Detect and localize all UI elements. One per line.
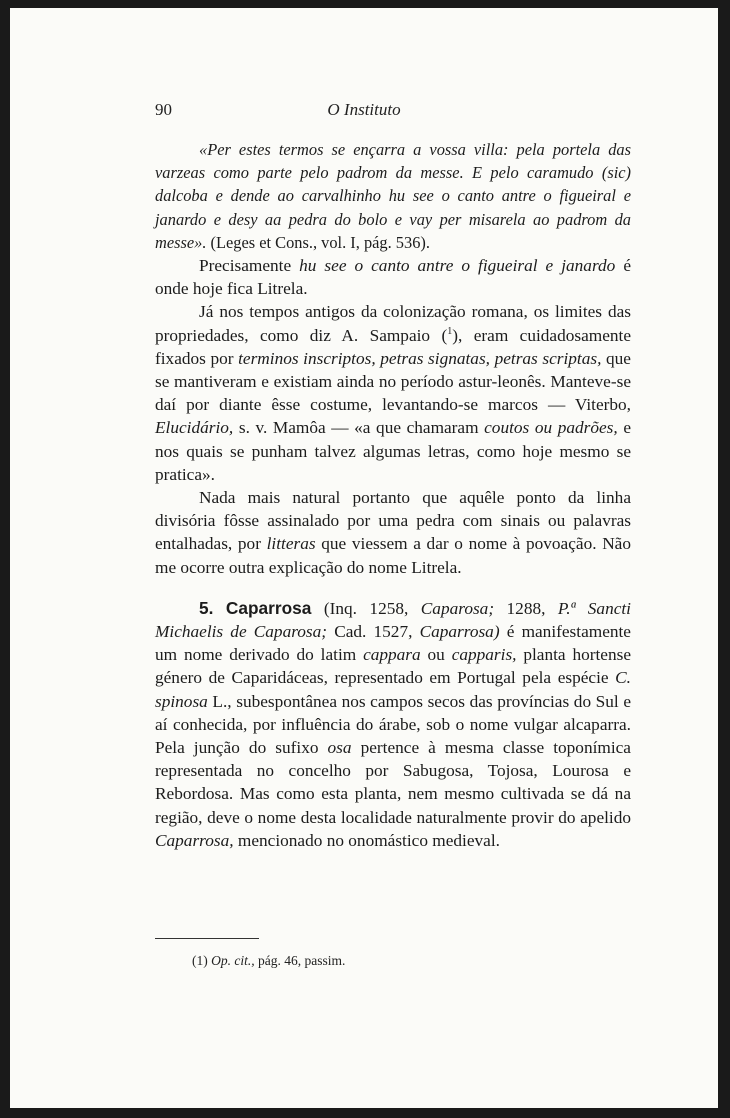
s5-italic-10: capparis, (451, 645, 517, 665)
section-gap (155, 579, 631, 597)
para2-text-h: e nos quais se punham talvez algumas letras, como hoje mesmo se pratica». (155, 418, 631, 484)
s5-italic-8: cappara (363, 645, 421, 665)
footnote-citation: Op. cit., (211, 953, 255, 968)
footnote-mark: (1) (192, 953, 208, 968)
footnote (192, 953, 612, 969)
body-text (155, 138, 631, 852)
para3-italic: litteras (266, 534, 316, 554)
section-title: Caparrosa (225, 597, 312, 618)
quote-reference: (Leges et Cons., vol. I, pág. 536). (206, 232, 430, 252)
s5-text-5: Cad. 1527, (327, 622, 420, 642)
paragraph-3 (155, 486, 631, 579)
quote-text: «Per estes termos se ençarra a vossa villa: pela portela das varzeas como parte pelo padrom da messe. E pelo caramudo (sic) dalcoba e dende ao carvalhinho hu see o canto antre o figueiral e janardo e desy aa pedra do bolo e vay per misarela ao padrom da messe». (155, 140, 631, 252)
document-page (10, 8, 718, 1108)
s5-italic-12: C. spinosa (155, 668, 631, 711)
s5-italic-4: P.ª Sancti Michaelis de Caparosa; (155, 598, 631, 642)
para2-italic-c: terminos inscriptos, petras signatas, petras scriptas, (238, 348, 602, 368)
s5-italic-14: osa (327, 738, 352, 758)
s5-italic-6: Caparrosa) (419, 622, 500, 642)
para3-text: Nada mais natural portanto que aquêle ponto da linha divisória fôsse assinalado por uma pedra com sinais ou palavras entalhadas, por (155, 488, 631, 554)
section-5-paragraph (155, 597, 631, 852)
footnote-ref: 1 (447, 325, 453, 337)
para2-text: Já nos tempos antigos da colonização romana, os limites das propriedades, como diz A. Sampaio ( (155, 302, 631, 345)
s5-text-17: mencionado no onomástico medieval. (233, 830, 500, 850)
s5-italic-2: Caparosa; (420, 598, 495, 618)
paragraph-2 (155, 300, 631, 486)
s5-text-1: (Inq. 1258, (311, 598, 421, 618)
quote-paragraph (155, 138, 631, 254)
running-head (10, 100, 718, 124)
para3-text-end: que viessem a dar o nome à povoação. Não me ocorre outra explicação do nome Litrela. (155, 534, 631, 577)
footnote-divider (155, 938, 259, 939)
para2-text-d: que se mantiveram e existiam ainda no período astur-leonês. Manteve-se daí por diante êsse costume, levantando-se marcos — Viterbo, (155, 348, 631, 415)
s5-text-15: pertence à mesma classe toponímica representada no concelho por Sabugosa, Tojosa, Lourosa e Rebordosa. Mas como esta planta, nem mesmo cultivada se dá na região, deve o nome desta localidade naturalmente provir do apelido (155, 738, 631, 827)
s5-italic-16: Caparrosa, (155, 830, 234, 850)
para2-italic-e: Elucidário, (155, 418, 234, 438)
page-number: 90 (155, 100, 172, 119)
s5-text-3: 1288, (494, 598, 558, 618)
para1-italic: hu see o canto antre o figueiral e janardo (299, 256, 616, 276)
para2-text-f: s. v. Mamôa — «a que chamaram (233, 418, 485, 438)
s5-text-13: L., subespontânea nos campos secos das províncias do Sul e aí conhecida, por influência do árabe, sob o nome vulgar alcaparra. Pela junção do sufixo (155, 691, 631, 758)
paragraph-1 (155, 254, 631, 300)
para1-text-end: é onde hoje fica Litrela. (155, 256, 632, 299)
footnote-text: pág. 46, passim. (254, 953, 346, 968)
section-number: 5. (199, 597, 214, 618)
page-title: O Instituto (327, 100, 401, 119)
para2-text-b: ), eram cuidadosamente fixados por (155, 325, 631, 368)
s5-text-7: é manifestamente um nome derivado do latim (155, 622, 631, 665)
para2-italic-g: coutos ou padrões, (484, 418, 618, 438)
s5-text-11: planta hortense género de Caparidáceas, representado em Portugal pela espécie (155, 645, 631, 688)
s5-text-9: ou (420, 645, 452, 665)
para1-text: Precisamente (199, 256, 300, 276)
